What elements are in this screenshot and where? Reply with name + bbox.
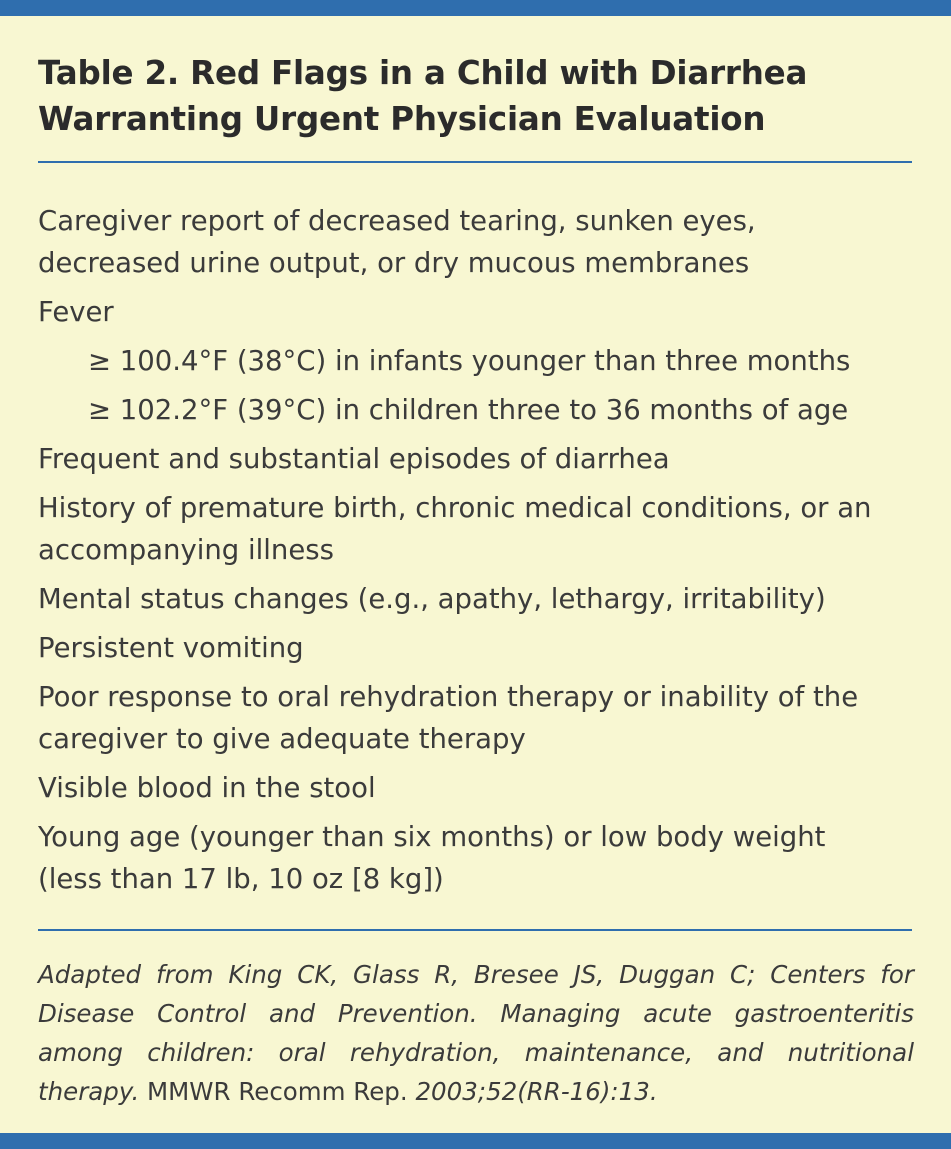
bottom-accent-bar <box>0 1133 951 1149</box>
table-title <box>38 50 918 142</box>
top-divider <box>38 161 912 163</box>
list-sub-item: ≥ 100.4°F (38°C) in infants younger than three months <box>88 345 851 377</box>
top-accent-bar <box>0 0 951 16</box>
title-line-1: Table 2. Red Flags in a Child with Diarrhea <box>38 54 808 92</box>
bottom-divider <box>38 929 912 931</box>
list-item: Fever <box>38 296 114 328</box>
list-item: Mental status changes (e.g., apathy, lethargy, irritability) <box>38 583 826 615</box>
list-item: Frequent and substantial episodes of diarrhea <box>38 443 670 475</box>
source-citation: Adapted from King CK, Glass R, Bresee JS, Duggan C; Centers for Disease Control and Prevention. Managing acute gastroenteritis among children: oral rehydration, maintenance, and nutritional therapy. MMWR Recomm Rep. 2003;52(RR-16):13. <box>38 960 914 1106</box>
title-line-2: Warranting Urgent Physician Evaluation <box>38 100 766 138</box>
list-item: History of premature birth, chronic medical conditions, or an accompanying illness <box>38 492 872 566</box>
list-item: Visible blood in the stool <box>38 772 376 804</box>
list-item: Persistent vomiting <box>38 632 304 664</box>
red-flags-list <box>38 200 918 907</box>
list-item: Young age (younger than six months) or low body weight (less than 17 lb, 10 oz [8 kg]) <box>38 821 826 895</box>
list-item: Caregiver report of decreased tearing, sunken eyes, decreased urine output, or dry mucous membranes <box>38 205 756 279</box>
list-sub-item: ≥ 102.2°F (39°C) in children three to 36 months of age <box>88 394 849 426</box>
list-item: Poor response to oral rehydration therapy or inability of the caregiver to give adequate therapy <box>38 681 859 755</box>
